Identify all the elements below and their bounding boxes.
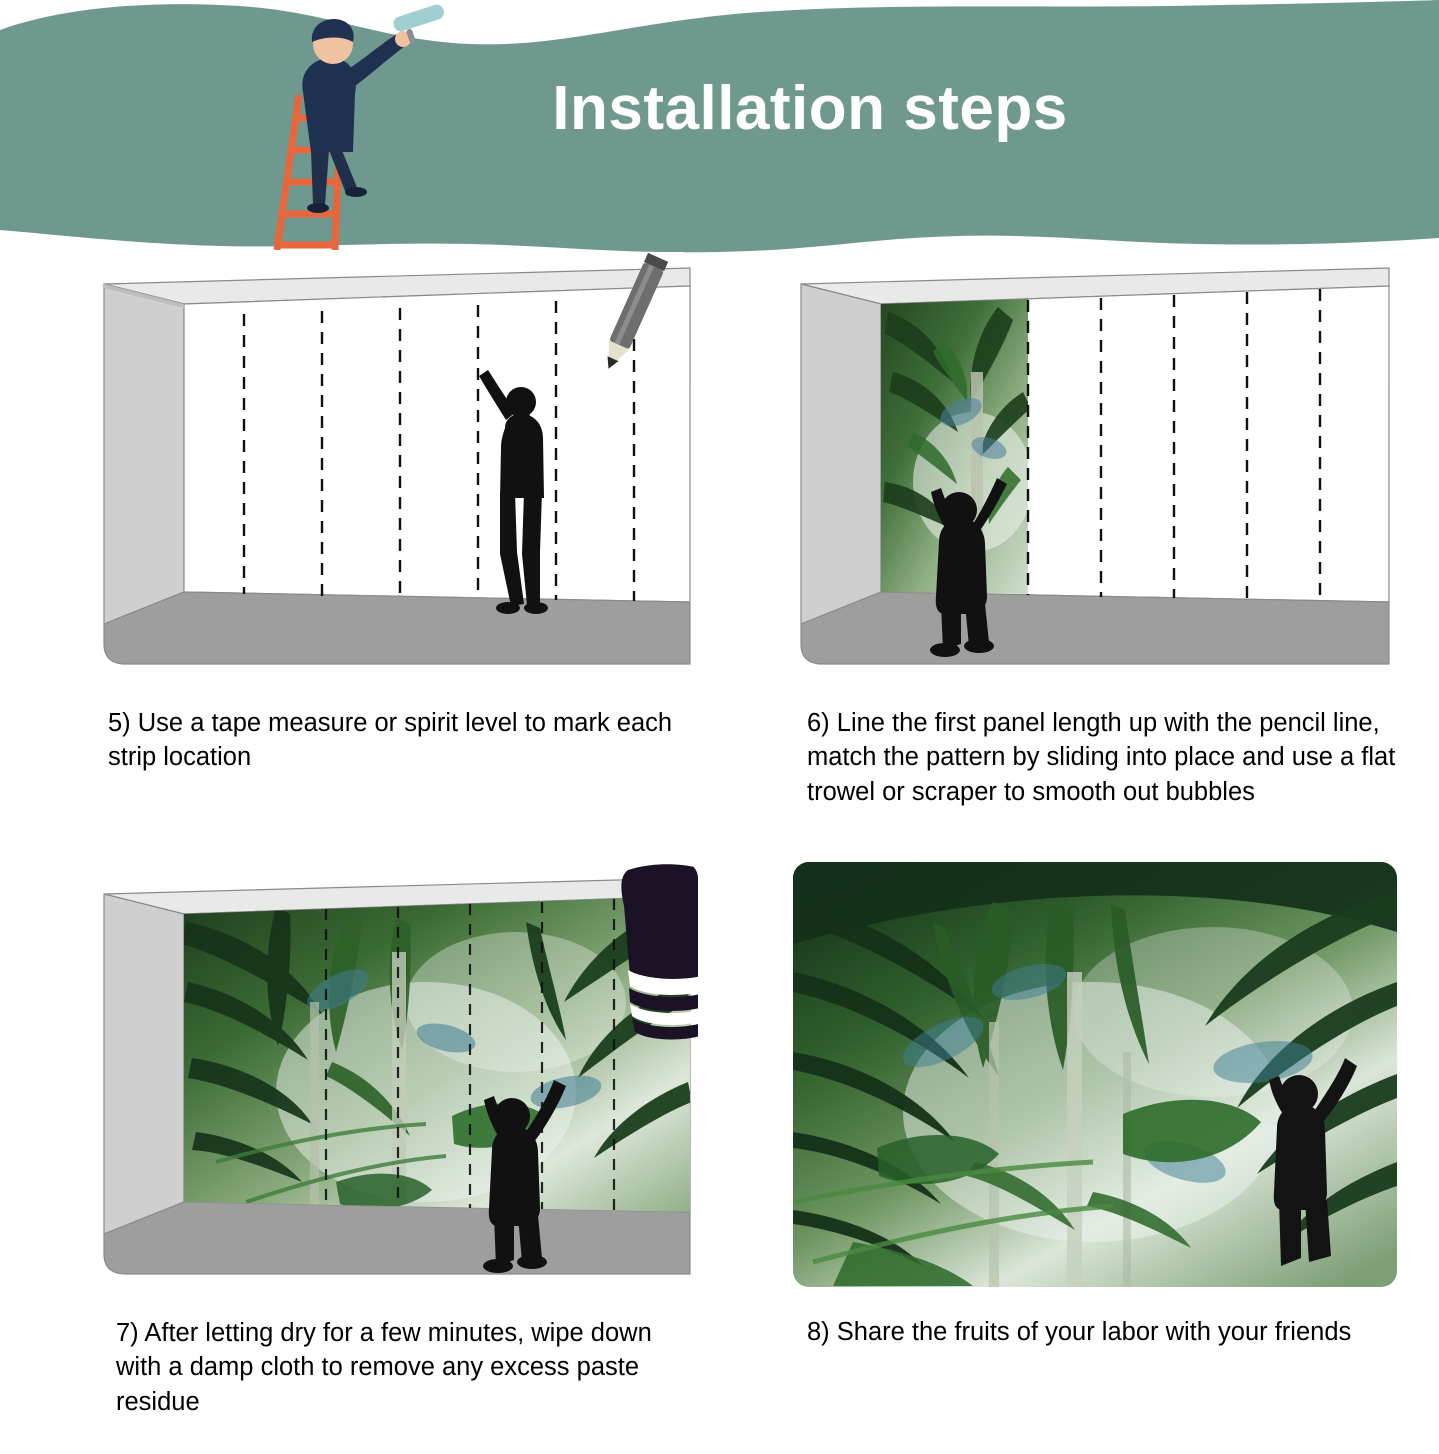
step-8-caption: 8) Share the fruits of your labor with your friends [807,1318,1352,1346]
finished-jungle-mural-photo [793,862,1397,1287]
folded-cloth-icon [621,864,698,1039]
room-wall-wiping-with-cloth-figure [96,862,698,1290]
step-6-caption: 6) Line the first panel length up with the pencil line, match the pattern by sliding into place and use a flat trowel or scraper to smooth out bubbles [807,709,1396,806]
page-title: Installation steps [552,74,1068,143]
step-6-panel [793,252,1397,809]
step-5-panel [96,252,698,775]
step-7-panel [96,862,698,1419]
jungle-mural-photo [793,862,1397,1287]
header-banner [0,0,1439,260]
room-wall-with-pencil-marks-figure [96,252,698,680]
step-7-caption: 7) After letting dry for a few minutes, wipe down with a damp cloth to remove any excess paste residue [116,1319,652,1416]
step-8-panel [793,862,1397,1349]
jungle-mural-panel [180,892,694,1214]
step-5-caption: 5) Use a tape measure or spirit level to mark each strip location [108,709,673,772]
room-wall-first-panel-applied-figure [793,252,1397,680]
